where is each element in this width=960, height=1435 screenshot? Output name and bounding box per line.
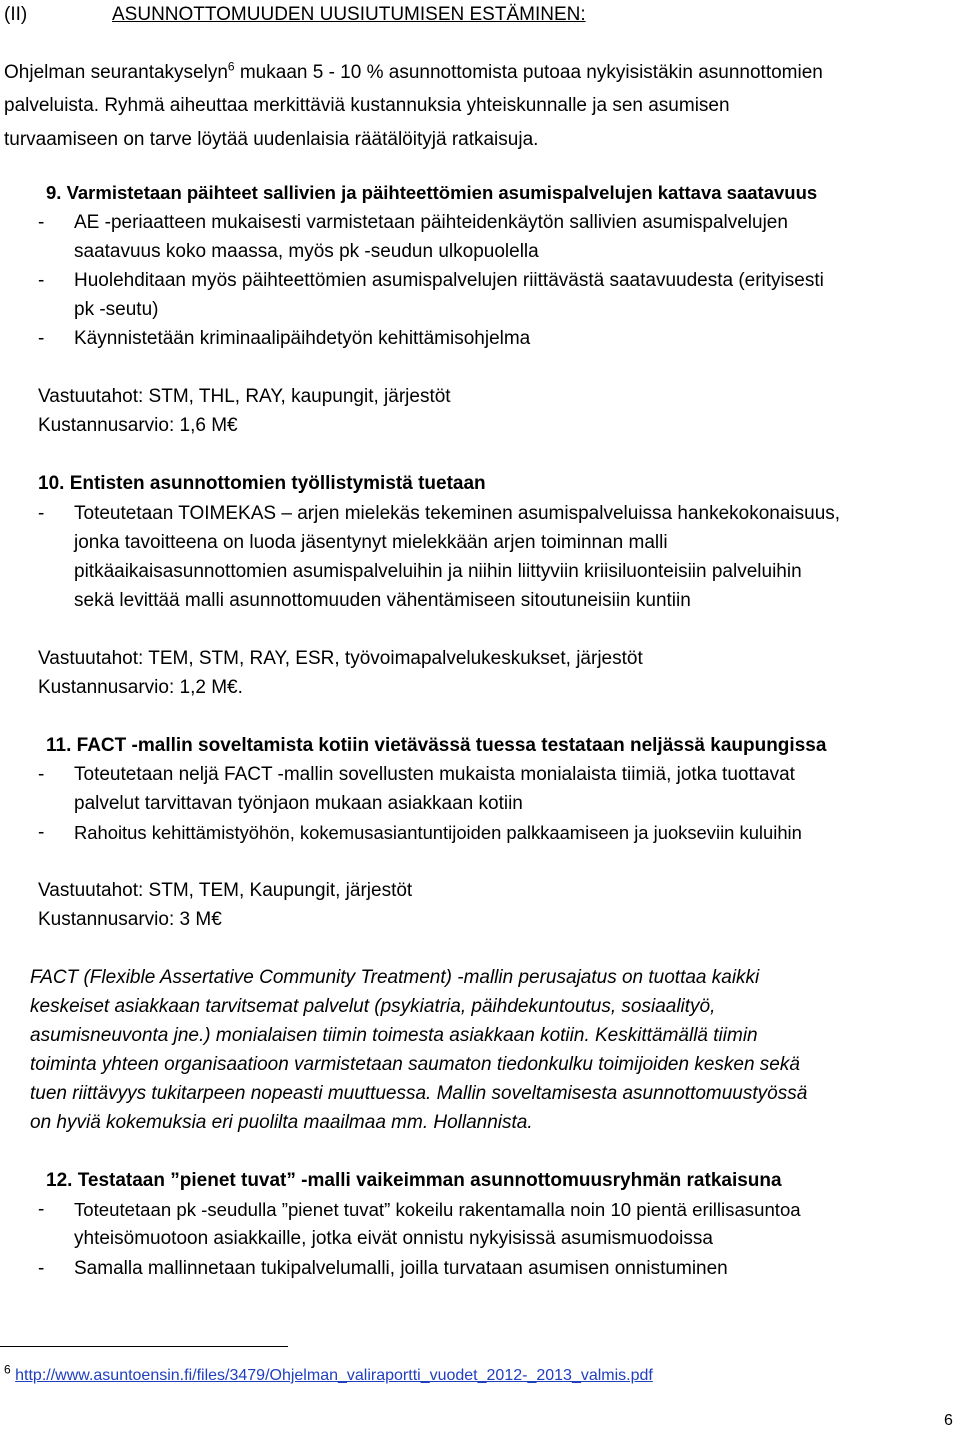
s12-bullet-1-line-2: yhteisömuotoon asiakkaille, jotka eivät onnistu nykyisissä asumismuodoissa (74, 1228, 713, 1249)
s10-bullet-1-line-2: jonka tavoitteena on luoda jäsentynyt mielekkään arjen toiminnan malli (74, 532, 668, 553)
bullet-dash: - (38, 822, 45, 843)
s10-bullet-1-line-4: sekä levittää malli asunnottomuuden vähentämiseen sitoutuneisiin kuntiin (74, 590, 691, 611)
intro-line-1: Ohjelman seurantakyselyn$^6$ mukaan 5 - 10 % asunnottomista putoaa nykyisistäkin asunnottomien (4, 59, 823, 83)
section-12-title: 12. Testataan ”pienet tuvat” -malli vaikeimman asunnottomuusryhmän ratkaisuna (46, 1170, 782, 1191)
section-10-title: 10. Entisten asunnottomien työllistymistä tuetaan (38, 473, 486, 494)
section-number: (II) (4, 4, 28, 25)
s12-bullet-2-line-1: Samalla mallinnetaan tukipalvelumalli, joilla turvataan asumisen onnistuminen (74, 1258, 728, 1279)
s9-bullet-1-line-1: AE -periaatteen mukaisesti varmistetaan päihteidenkäytön sallivien asumispalvelujen (74, 212, 788, 233)
page-number: 6 (944, 1412, 953, 1429)
s9-cost: Kustannusarvio: 1,6 M€ (38, 415, 238, 436)
s9-bullet-2-line-1: Huolehditaan myös päihteettömien asumispalvelujen riittävästä saatavuudesta (erityisesti (74, 270, 824, 291)
footnote (4, 1361, 653, 1390)
section-9-title: 9. Varmistetaan päihteet sallivien ja päihteettömien asumispalvelujen kattava saatavuus (46, 182, 818, 203)
bullet-dash: - (38, 1258, 45, 1279)
s11-responsible: Vastuutahot: STM, TEM, Kaupungit, järjestöt (38, 880, 413, 901)
footnote-mark: 6 (4, 1362, 11, 1377)
fact-note-line: toiminta yhteen organisaatioon varmistetaan saumaton tiedonkulku toimijoiden kesken sekä (30, 1054, 800, 1075)
s10-bullet-1-line-3: pitkäaikaisasunnottomien asumispalveluihin ja niihin liittyviin kriisiluonteisiin palveluihin (74, 561, 802, 582)
s11-bullet-1-line-1: Toteutetaan neljä FACT -mallin sovellusten mukaista monialaista tiimiä, jotka tuottavat (74, 764, 795, 785)
s9-bullet-3-line-1: Käynnistetään kriminaalipäihdetyön kehittämisohjelma (74, 328, 531, 349)
footnote-separator (0, 1346, 288, 1347)
bullet-dash: - (38, 764, 45, 785)
footnote-ref: 6 (227, 59, 235, 74)
bullet-dash: - (38, 212, 45, 233)
fact-note-line: on hyviä kokemuksia eri puolilta maailmaa mm. Hollannista. (30, 1112, 533, 1133)
bullet-dash: - (38, 1199, 45, 1220)
section-heading: ASUNNOTTOMUUDEN UUSIUTUMISEN ESTÄMINEN: (112, 4, 586, 25)
section-11-title: 11. FACT -mallin soveltamista kotiin vietävässä tuessa testataan neljässä kaupungissa (46, 735, 827, 756)
s9-bullet-1-line-2: saatavuus koko maassa, myös pk -seudun ulkopuolella (74, 241, 539, 262)
s10-bullet-1-line-1: Toteutetaan TOIMEKAS – arjen mielekäs tekeminen asumispalveluissa hankekokonaisuus, (74, 503, 841, 524)
bullet-dash: - (38, 328, 45, 349)
fact-note-line: tuen riittävyys tukitarpeen nopeasti muuttuessa. Mallin soveltamisesta asunnottomuustyössä (30, 1083, 808, 1104)
intro-line-2: palveluista. Ryhmä aiheuttaa merkittäviä kustannuksia yhteiskunnalle ja sen asumisen (4, 95, 730, 116)
intro-line-3: turvaamiseen on tarve löytää uudenlaisia räätälöityjä ratkaisuja. (4, 129, 539, 150)
s11-bullet-2-line-1: Rahoitus kehittämistyöhön, kokemusasiantuntijoiden palkkaamiseen ja juokseviin kuluihin (74, 822, 802, 843)
s11-cost: Kustannusarvio: 3 M€ (38, 909, 222, 930)
s10-responsible: Vastuutahot: TEM, STM, RAY, ESR, työvoimapalvelukeskukset, järjestöt (38, 648, 643, 669)
fact-note-line: keskeiset asiakkaan tarvitsemat palvelut (psykiatria, päihdekuntoutus, sosiaalityö, (30, 996, 716, 1017)
s12-bullet-1-line-1: Toteutetaan pk -seudulla ”pienet tuvat” kokeilu rakentamalla noin 10 pientä erillisasuntoa (74, 1199, 801, 1220)
fact-note-line: FACT (Flexible Assertative Community Treatment) -mallin perusajatus on tuottaa kaikki (30, 967, 760, 988)
s11-bullet-1-line-2: palvelut tarvittavan työnjaon mukaan asiakkaan kotiin (74, 793, 523, 814)
s10-cost: Kustannusarvio: 1,2 M€. (38, 677, 243, 698)
s9-bullet-2-line-2: pk -seutu) (74, 299, 159, 320)
bullet-dash: - (38, 503, 45, 524)
footnote-link[interactable]: http://www.asuntoensin.fi/files/3479/Ohjelman_valiraportti_vuodet_2012-_2013_valmis.pdf (15, 1367, 653, 1384)
fact-note-line: asumisneuvonta jne.) monialaisen tiimin toimesta asiakkaan kotiin. Keskittämällä tiimin (30, 1025, 758, 1046)
bullet-dash: - (38, 270, 45, 291)
s9-responsible: Vastuutahot: STM, THL, RAY, kaupungit, järjestöt (38, 386, 451, 407)
